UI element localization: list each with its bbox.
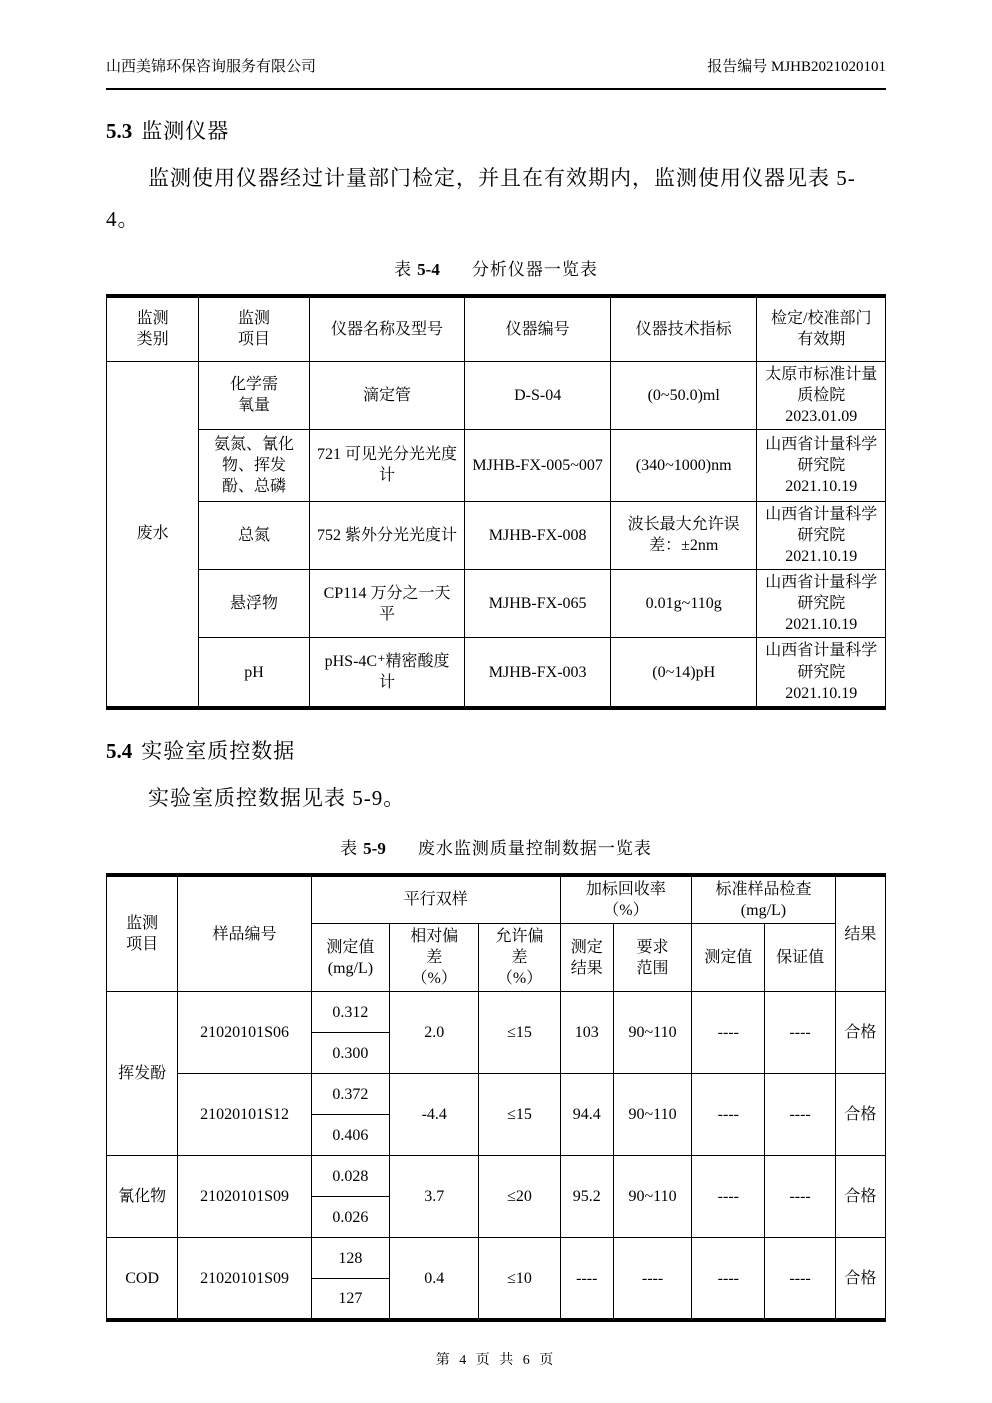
col-header-allowed-dev: 允许偏差（%） <box>479 924 560 992</box>
col-header-calibration: 检定/校准部门有效期 <box>757 296 886 361</box>
table-row <box>107 992 886 1033</box>
cell-serial: D-S-04 <box>465 361 611 429</box>
cell-spike-result: ---- <box>560 1238 613 1320</box>
cell-allowed-dev: ≤20 <box>479 1156 560 1238</box>
section-number: 5.4 <box>106 738 133 763</box>
col-header-item: 监测项目 <box>199 296 309 361</box>
cell-std-measured: ---- <box>692 1156 765 1238</box>
col-header-result: 结果 <box>835 875 885 992</box>
analysis-instruments-table <box>106 294 886 710</box>
col-header-relative-dev: 相对偏差（%） <box>390 924 479 992</box>
section-title: 监测仪器 <box>141 119 230 143</box>
col-header-spike-range: 要求范围 <box>613 924 691 992</box>
cell-spike-range: ---- <box>613 1238 691 1320</box>
cell-measured-2: 0.300 <box>311 1033 389 1074</box>
cell-serial: MJHB-FX-003 <box>465 638 611 708</box>
cell-relative-dev: 2.0 <box>390 992 479 1074</box>
cell-item: 挥发酚 <box>107 992 178 1156</box>
cell-item: 悬浮物 <box>199 570 309 638</box>
col-header-std-guaranteed: 保证值 <box>765 924 835 992</box>
report-number: 报告编号 MJHB2021020101 <box>707 59 886 75</box>
cell-measured-2: 127 <box>311 1279 389 1320</box>
section-heading-5-3 <box>106 115 886 145</box>
cell-serial: MJHB-FX-008 <box>465 501 611 569</box>
table-row <box>107 1074 886 1115</box>
cell-std-measured: ---- <box>692 992 765 1074</box>
company-name: 山西美锦环保咨询服务有限公司 <box>106 59 317 75</box>
cell-std-measured: ---- <box>692 1238 765 1320</box>
table-row <box>107 1156 886 1197</box>
table-row <box>107 638 886 708</box>
cell-instrument: 滴定管 <box>309 361 465 429</box>
table-row <box>107 501 886 569</box>
cell-calibration: 山西省计量科学研究院 2021.10.19 <box>757 429 886 501</box>
cell-spec: 0.01g~110g <box>610 570 757 638</box>
table-row <box>107 570 886 638</box>
cell-item: pH <box>199 638 309 708</box>
cell-instrument: pHS-4C⁺精密酸度计 <box>309 638 465 708</box>
cell-measured-1: 128 <box>311 1238 389 1279</box>
col-header-item: 监测项目 <box>107 875 178 992</box>
caption-title: 废水监测质量控制数据一览表 <box>417 838 652 858</box>
section-title: 实验室质控数据 <box>141 738 296 763</box>
cell-relative-dev: 0.4 <box>390 1238 479 1320</box>
cell-calibration: 山西省计量科学研究院 2021.10.19 <box>757 638 886 708</box>
cell-spike-range: 90~110 <box>613 1074 691 1156</box>
cell-measured-1: 0.372 <box>311 1074 389 1115</box>
cell-calibration: 山西省计量科学研究院 2021.10.19 <box>757 570 886 638</box>
cell-item: 氨氮、氰化物、挥发酚、总磷 <box>199 429 309 501</box>
group-header-standard: 标准样品检查(mg/L) <box>692 875 836 924</box>
cell-sample-id: 21020101S06 <box>178 992 312 1074</box>
cell-spec: (0~50.0)ml <box>610 361 757 429</box>
section-5-3-paragraph: 监测使用仪器经过计量部门检定，并且在有效期内，监测使用仪器见表 5-4。 <box>106 166 856 231</box>
col-header-spec: 仪器技术指标 <box>610 296 757 361</box>
cell-result: 合格 <box>835 1238 885 1320</box>
cell-relative-dev: 3.7 <box>390 1156 479 1238</box>
cell-spike-result: 103 <box>560 992 613 1074</box>
cell-allowed-dev: ≤15 <box>479 992 560 1074</box>
qc-data-table <box>106 873 886 1322</box>
cell-instrument: 752 紫外分光光度计 <box>309 501 465 569</box>
table-header-row <box>107 296 886 361</box>
cell-result: 合格 <box>835 1156 885 1238</box>
table-5-4-caption <box>106 255 886 280</box>
col-header-std-measured: 测定值 <box>692 924 765 992</box>
cell-result: 合格 <box>835 1074 885 1156</box>
cell-measured-2: 0.026 <box>311 1197 389 1238</box>
section-5-4-paragraph: 实验室质控数据见表 5-9。 <box>148 785 406 810</box>
cell-item: 总氮 <box>199 501 309 569</box>
cell-result: 合格 <box>835 992 885 1074</box>
cell-allowed-dev: ≤15 <box>479 1074 560 1156</box>
cell-item: 化学需氧量 <box>199 361 309 429</box>
caption-label: 表 <box>394 260 413 279</box>
cell-allowed-dev: ≤10 <box>479 1238 560 1320</box>
table-header-row <box>107 875 886 924</box>
page-header <box>106 56 886 90</box>
cell-instrument: CP114 万分之一天平 <box>309 570 465 638</box>
cell-measured-1: 0.312 <box>311 992 389 1033</box>
page-footer: 第 4 页 共 6 页 <box>435 1352 557 1368</box>
cell-spike-result: 95.2 <box>560 1156 613 1238</box>
section-number: 5.3 <box>106 119 133 143</box>
cell-spike-range: 90~110 <box>613 1156 691 1238</box>
cell-std-measured: ---- <box>692 1074 765 1156</box>
cell-spike-result: 94.4 <box>560 1074 613 1156</box>
cell-spec: 波长最大允许误差：±2nm <box>610 501 757 569</box>
group-header-spike: 加标回收率（%） <box>560 875 692 924</box>
cell-serial: MJHB-FX-005~007 <box>465 429 611 501</box>
group-header-parallel: 平行双样 <box>311 875 560 924</box>
cell-spike-range: 90~110 <box>613 992 691 1074</box>
cell-calibration: 山西省计量科学研究院 2021.10.19 <box>757 501 886 569</box>
col-header-category: 监测类别 <box>107 296 199 361</box>
table-5-9-caption <box>106 834 886 859</box>
cell-measured-2: 0.406 <box>311 1115 389 1156</box>
cell-std-guaranteed: ---- <box>765 1074 835 1156</box>
cell-std-guaranteed: ---- <box>765 1238 835 1320</box>
table-row <box>107 361 886 429</box>
caption-number: 5-4 <box>417 260 440 279</box>
cell-instrument: 721 可见光分光光度计 <box>309 429 465 501</box>
cell-std-guaranteed: ---- <box>765 992 835 1074</box>
caption-title: 分析仪器一览表 <box>471 260 598 279</box>
cell-serial: MJHB-FX-065 <box>465 570 611 638</box>
cell-item: 氰化物 <box>107 1156 178 1238</box>
cell-spec: (0~14)pH <box>610 638 757 708</box>
cell-spec: (340~1000)nm <box>610 429 757 501</box>
section-heading-5-4 <box>106 735 886 765</box>
table-row <box>107 429 886 501</box>
cell-sample-id: 21020101S09 <box>178 1156 312 1238</box>
col-header-measured: 测定值(mg/L) <box>311 924 389 992</box>
cell-std-guaranteed: ---- <box>765 1156 835 1238</box>
cell-measured-1: 0.028 <box>311 1156 389 1197</box>
caption-label: 表 <box>340 838 359 858</box>
cell-sample-id: 21020101S12 <box>178 1074 312 1156</box>
cell-category: 废水 <box>107 361 199 708</box>
col-header-spike-result: 测定结果 <box>560 924 613 992</box>
table-row <box>107 1238 886 1279</box>
col-header-instrument: 仪器名称及型号 <box>309 296 465 361</box>
col-header-sample-id: 样品编号 <box>178 875 312 992</box>
caption-number: 5-9 <box>363 838 386 858</box>
cell-sample-id: 21020101S09 <box>178 1238 312 1320</box>
cell-item: COD <box>107 1238 178 1320</box>
cell-relative-dev: -4.4 <box>390 1074 479 1156</box>
cell-calibration: 太原市标准计量质检院 2023.01.09 <box>757 361 886 429</box>
col-header-serial: 仪器编号 <box>465 296 611 361</box>
